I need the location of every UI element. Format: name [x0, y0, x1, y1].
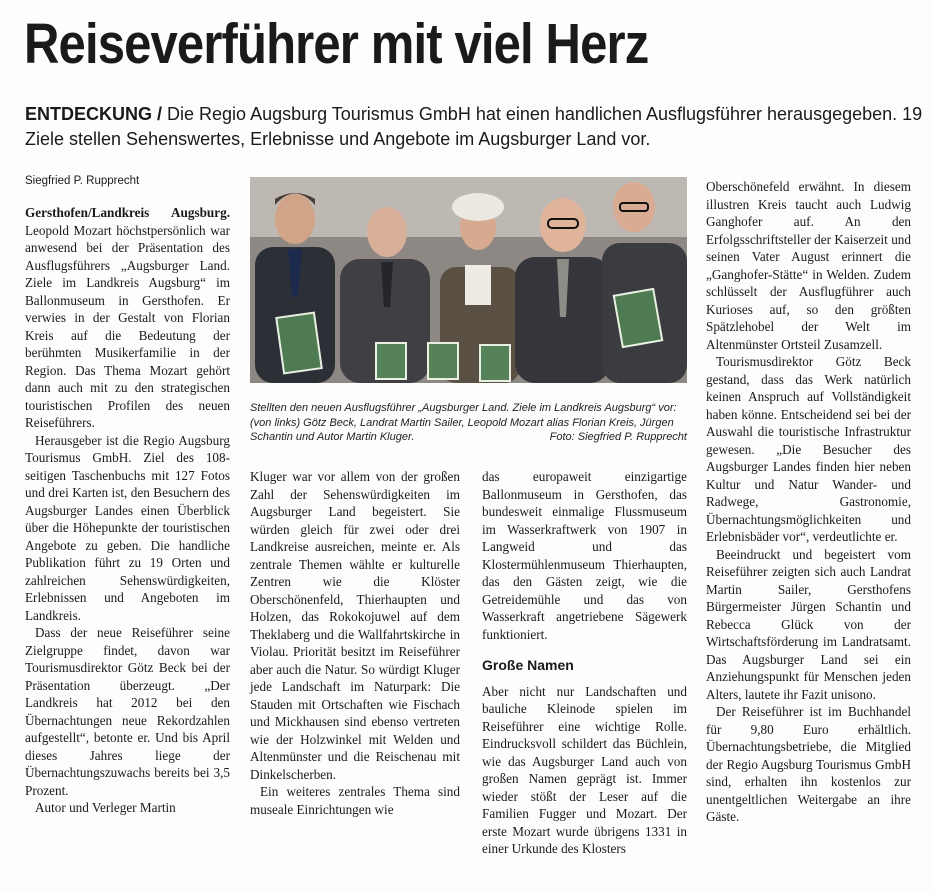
deck-kicker: ENTDECKUNG / — [25, 104, 163, 124]
deck — [25, 102, 925, 152]
article-photo — [250, 177, 687, 383]
paragraph: Dass der neue Reiseführer seine Zielgruppe findet, davon war Tourismusdirektor Götz Beck bei der Präsentation überzeugt. „Der Landkreis hat 2012 bei den Übernachtungen neue Rekordzahlen aufgestellt“, betonte er. Und bis April dieses Jahres liege der Übernachtungszuwachs bereits bei 3,5 Prozent. — [25, 625, 230, 798]
byline: Siegfried P. Rupprecht — [25, 175, 140, 187]
deck-text: Die Regio Augsburg Tourismus GmbH hat einen handlichen Ausflugsführer herausgegeben. 19 Ziele stellen Sehenswertes, Erlebnisse und Angebote im Augsburger Land vor. — [25, 104, 923, 149]
subheading: Große Namen — [482, 657, 574, 673]
dateline: Gersthofen/Landkreis Augsburg. — [25, 205, 230, 220]
headline: Reiseverführer mit viel Herz — [24, 12, 649, 76]
paragraph: Kluger war vor allem von der großen Zahl der Sehenswürdigkeiten im Augsburger Land begeistert. Sie würden gleich für zwei oder drei Landkreise ausreichen, meinte er. Als zentrale Themen wählte er kulturelle Zentren wie die Klöster Oberschönenfeld, Thierhaupten und Holzen, das Rokokojuwel auf dem Theklaberg und die Wallfahrtskirche in Violau. Priorität besitzt im Reiseführer aber auch die Natur. So würdigt Kluger jede Landschaft im Naturpark: Die Stauden mit Ortschaften wie Fischach und Mickhausen sind ebenso vertreten wie der Holzwinkel mit Welden und Altenmünster und die Reischenau mit Dinkelscherben. — [250, 469, 460, 782]
paragraph: das europaweit einzigartige Ballonmuseum in Gersthofen, das bundesweit einmalige Flussmuseum im Wasserkraftwerk von 1907 in Langweid und das Klostermühlenmuseum Thierhaupten, das den Gästen zeigt, wie die Getreidemühle und das von Wasserkraft angetriebene Sägewerk funktioniert. — [482, 469, 687, 642]
caption-text: Stellten den neuen Ausflugsführer „Augsburger Land. Ziele im Landkreis Augsburg“ vor: (von links) Götz Beck, Landrat Martin Sailer, Leopold Mozart alias Florian Kreis, Jürgen Schantin und Autor Martin Kluger. — [250, 402, 677, 443]
text-column-3 — [482, 468, 687, 858]
paragraph: Oberschönefeld erwähnt. In diesem illustren Kreis taucht auch Ludwig Ganghofer auf. An den Erfolgsschriftsteller der Kaiserzeit und seinen Vater August erinnert die „Ganghofer-Stätte“ in Welden. Zudem schlüsselt der Ausflugführer auch Kurioses auf, so den größten Spätzlehobel der Welt im Altenmünster Ortsteil Zusamzell. — [706, 179, 911, 352]
paragraph — [25, 204, 230, 432]
paragraph: Herausgeber ist die Regio Augsburg Tourismus GmbH. Ziel des 108-seitigen Taschenbuchs mit 127 Fotos und drei Karten ist, den Besuchern des Augsburger Landes einen Überblick über die Höhepunkte der touristischen Angebote zu geben. Die handliche Publikation führt zu 19 Orten und zahlreichen Sehenswürdigkeiten, Erlebnissen und Angeboten im Landkreis. — [25, 432, 230, 623]
paragraph: Aber nicht nur Landschaften und bauliche Kleinode spielen im Reiseführer eine wichtige Rolle. Eindrucksvoll schildert das Büchlein, wie das Augsburger Land auch von großen Namen geprägt ist. Immer wieder stößt der Leser auf die Familien Fugger und Mozart. Der erste Mozart wurde übrigens 1331 in einer Urkunde des Klosters — [482, 683, 687, 856]
text-column-1 — [25, 204, 230, 817]
paragraph: Tourismusdirektor Götz Beck gestand, dass das Werk natürlich keinen Anspruch auf Vollständigkeit haben könne. Entscheidend sei bei der Auswahl die touristische Infrastruktur gewesen. „Die Besucher des Augsburger Landes finden hier neben Kultur und Natur Wander- und Radwege, Gastronomie, Übernachtungsmöglichkeiten und Erlebnisbäder vor“, verdeutlichte er. — [706, 354, 911, 544]
photo-credit: Foto: Siegfried P. Rupprecht — [549, 431, 687, 443]
paragraph: Autor und Verleger Martin — [35, 800, 176, 815]
paragraph: Der Reiseführer ist im Buchhandel für 9,80 Euro erhältlich. Übernachtungsbetriebe, die Mitglied der Regio Augsburg Tourismus GmbH sind, erhalten ihn kostenlos zur unentgeltlichen Weitergabe an ihre Gäste. — [706, 704, 911, 824]
photo-illustration — [250, 177, 687, 383]
text-column-2 — [250, 468, 460, 818]
paragraph-text: Leopold Mozart höchstpersönlich war anwesend bei der Präsentation des Ausflugsführers „Augsburger Land. Ziele im Landkreis Augsburg“ im Ballonmuseum in Gersthofen. Er verwies in der Gestalt von Florian Kreis auf die Bedeutung der berühmten Musikerfamilie in der Region. Das Thema Mozart gehört dann auch mit zu den strategischen touristischen Profilen des neuen Reiseführers. — [25, 222, 230, 430]
photo-caption — [250, 401, 687, 445]
text-column-4 — [706, 178, 911, 826]
paragraph: Beeindruckt und begeistert vom Reiseführer zeigten sich auch Landrat Martin Sailer, Gersthofens Bürgermeister Jürgen Schantin und Rebecca Glück von der Wirtschaftsförderung im Landratsamt. Das Augsburger Land sei ein Anziehungspunkt für Menschen jeden Alters, lautete ihr Fazit unisono. — [706, 546, 911, 702]
paragraph: Ein weiteres zentrales Thema sind museale Einrichtungen wie — [250, 784, 460, 817]
